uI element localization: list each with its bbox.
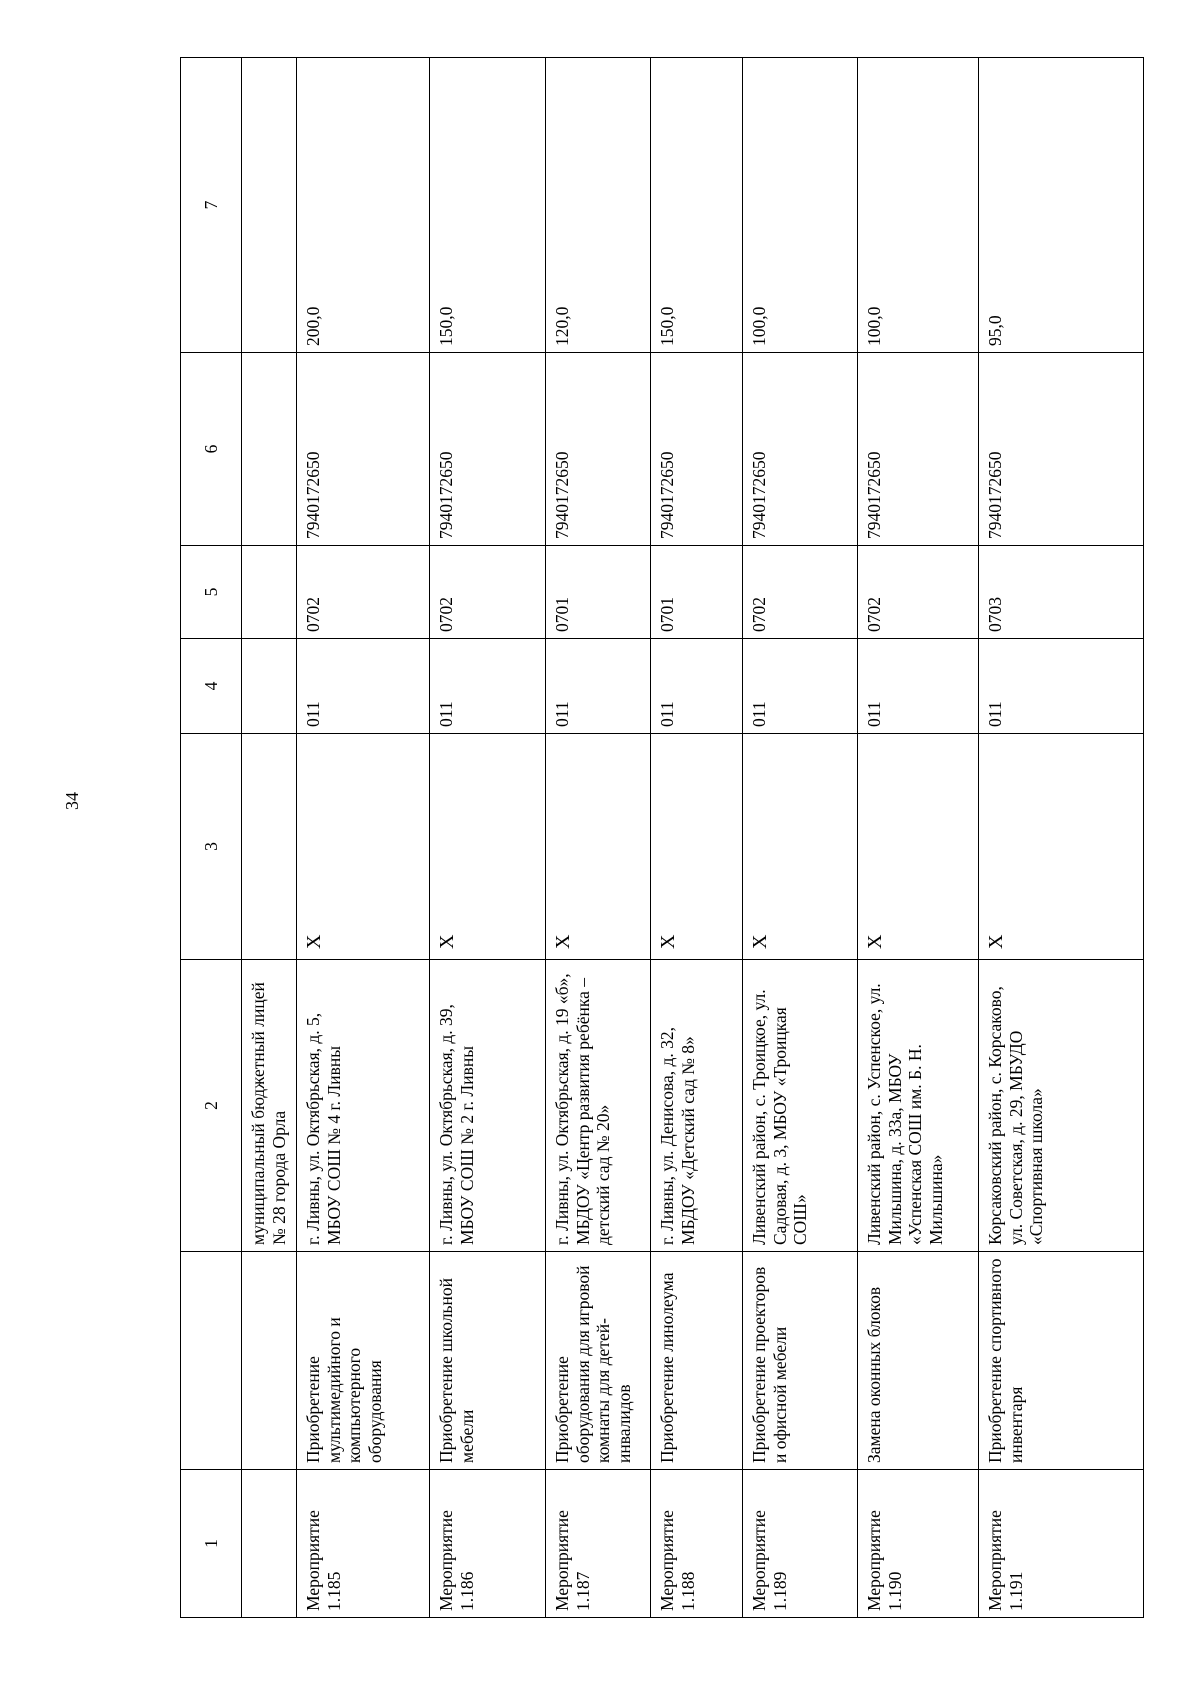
event-cell: Мероприятие 1.190 bbox=[858, 1470, 979, 1618]
mark-cell: Х bbox=[858, 734, 979, 960]
name-cell: Приобретение оборудования для игровой комнаты для детей-инвалидов bbox=[546, 1252, 651, 1470]
amount-cell: 120,0 bbox=[546, 58, 651, 353]
event-cell: Мероприятие 1.187 bbox=[546, 1470, 651, 1618]
event-cell: Мероприятие 1.189 bbox=[743, 1470, 858, 1618]
table-container bbox=[180, 58, 1080, 1618]
mark-cell: Х bbox=[546, 734, 651, 960]
table-row bbox=[430, 58, 546, 1618]
code5-cell: 0702 bbox=[743, 546, 858, 639]
code6-cell: 7940172650 bbox=[979, 353, 1144, 546]
table-row bbox=[979, 58, 1144, 1618]
code4-cell: 011 bbox=[430, 639, 546, 734]
cont-col1 bbox=[242, 1470, 297, 1618]
cont-col5 bbox=[242, 639, 297, 734]
table-row bbox=[651, 58, 743, 1618]
mark-cell: Х bbox=[979, 734, 1144, 960]
mark-cell: Х bbox=[430, 734, 546, 960]
cont-col8 bbox=[242, 58, 297, 353]
amount-cell: 95,0 bbox=[979, 58, 1144, 353]
event-cell: Мероприятие 1.185 bbox=[297, 1470, 430, 1618]
event-cell: Мероприятие 1.188 bbox=[651, 1470, 743, 1618]
amount-cell: 100,0 bbox=[743, 58, 858, 353]
code5-cell: 0702 bbox=[430, 546, 546, 639]
name-cell: Приобретение проекторов и офисной мебели bbox=[743, 1252, 858, 1470]
table-row bbox=[546, 58, 651, 1618]
continued-row bbox=[242, 58, 297, 1618]
code6-cell: 7940172650 bbox=[743, 353, 858, 546]
mark-cell: Х bbox=[651, 734, 743, 960]
col-number-2: 2 bbox=[181, 960, 242, 1252]
address-cell: Ливенский район, с. Троицкое, ул. Садовая, д. 3, МБОУ «Троицкая СОШ» bbox=[743, 960, 858, 1252]
amount-cell: 200,0 bbox=[297, 58, 430, 353]
budget-table bbox=[180, 57, 1144, 1618]
code6-cell: 7940172650 bbox=[430, 353, 546, 546]
code4-cell: 011 bbox=[297, 639, 430, 734]
address-cell: г. Ливны, ул. Октябрьская, д. 5, МБОУ СОШ № 4 г. Ливны bbox=[297, 960, 430, 1252]
col-number-5: 5 bbox=[181, 546, 242, 639]
amount-cell: 150,0 bbox=[651, 58, 743, 353]
address-cell: Ливенский район, с. Успенское, ул. Мильшина, д. 33а, МБОУ «Успенская СОШ им. Б. Н. Мильшина» bbox=[858, 960, 979, 1252]
code4-cell: 011 bbox=[743, 639, 858, 734]
cont-col2 bbox=[242, 1252, 297, 1470]
event-cell: Мероприятие 1.191 bbox=[979, 1470, 1144, 1618]
event-cell: Мероприятие 1.186 bbox=[430, 1470, 546, 1618]
table-row bbox=[858, 58, 979, 1618]
address-cell: г. Ливны, ул. Денисова, д. 32, МБДОУ «Детский сад № 8» bbox=[651, 960, 743, 1252]
mark-cell: Х bbox=[743, 734, 858, 960]
col-number-4: 4 bbox=[181, 639, 242, 734]
code4-cell: 011 bbox=[979, 639, 1144, 734]
amount-cell: 150,0 bbox=[430, 58, 546, 353]
code6-cell: 7940172650 bbox=[297, 353, 430, 546]
col-number-7: 7 bbox=[181, 58, 242, 353]
name-cell: Замена оконных блоков bbox=[858, 1252, 979, 1470]
page-number: 34 bbox=[62, 792, 82, 810]
name-cell: Приобретение школьной мебели bbox=[430, 1252, 546, 1470]
cont-address: муниципальный бюджетный лицей № 28 города Орла bbox=[242, 960, 297, 1252]
cont-col6 bbox=[242, 546, 297, 639]
name-cell: Приобретение мультимедийного и компьютерного оборудования bbox=[297, 1252, 430, 1470]
col-number-3: 3 bbox=[181, 734, 242, 960]
address-cell: Корсаковский район, с. Корсаково, ул. Советская, д. 29, МБУДО «Спортивная школа» bbox=[979, 960, 1144, 1252]
column-number-row bbox=[181, 58, 242, 1618]
code5-cell: 0703 bbox=[979, 546, 1144, 639]
code4-cell: 011 bbox=[858, 639, 979, 734]
code6-cell: 7940172650 bbox=[651, 353, 743, 546]
code5-cell: 0701 bbox=[651, 546, 743, 639]
mark-cell: Х bbox=[297, 734, 430, 960]
code6-cell: 7940172650 bbox=[546, 353, 651, 546]
code5-cell: 0701 bbox=[546, 546, 651, 639]
code6-cell: 7940172650 bbox=[858, 353, 979, 546]
code5-cell: 0702 bbox=[858, 546, 979, 639]
name-cell: Приобретение линолеума bbox=[651, 1252, 743, 1470]
cont-col7 bbox=[242, 353, 297, 546]
col-number-1: 1 bbox=[181, 1470, 242, 1618]
table-row bbox=[743, 58, 858, 1618]
address-cell: г. Ливны, ул. Октябрьская, д. 19 «б», МБДОУ «Центр развития ребёнка – детский сад № 20» bbox=[546, 960, 651, 1252]
name-cell: Приобретение спортивного инвентаря bbox=[979, 1252, 1144, 1470]
address-cell: г. Ливны, ул. Октябрьская, д. 39, МБОУ СОШ № 2 г. Ливны bbox=[430, 960, 546, 1252]
table-row bbox=[297, 58, 430, 1618]
amount-cell: 100,0 bbox=[858, 58, 979, 353]
code4-cell: 011 bbox=[546, 639, 651, 734]
code5-cell: 0702 bbox=[297, 546, 430, 639]
cont-col4 bbox=[242, 734, 297, 960]
code4-cell: 011 bbox=[651, 639, 743, 734]
col-number-1b bbox=[181, 1252, 242, 1470]
col-number-6: 6 bbox=[181, 353, 242, 546]
